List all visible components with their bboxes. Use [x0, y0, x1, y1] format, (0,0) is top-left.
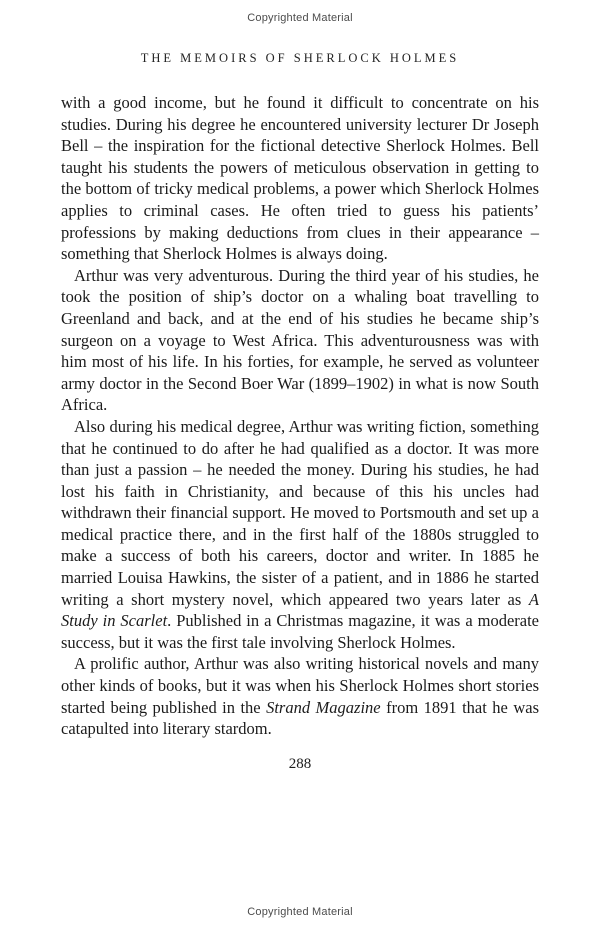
text-segment: Arthur was very adventurous. During the third year of his studies, he took the position of ship’s doctor on a whaling boat travelling to Greenland and back, and at the end of his studies he became ship’s surgeon on a voyage to West Africa. This adventurousness was with him most of his life. In his forties, for example, he served as volunteer army doctor in the Second Boer War (1899–1902) in what is now South Africa. [61, 265, 539, 415]
text-segment: with a good income, but he found it difficult to concentrate on his studies. During his degree he encountered university lecturer Dr Joseph Bell – the inspiration for the fictional detective Sherlock Holmes. Bell taught his students the powers of meticulous observation in getting to the bottom of tricky medical problems, a power which Sherlock Holmes applies to criminal cases. He often tried to guess his patients’ professions by making deductions from clues in their appearance – something that Sherlock Holmes is always doing. [61, 93, 539, 264]
running-head: THE MEMOIRS OF SHERLOCK HOLMES [140, 51, 460, 65]
body-text [61, 92, 539, 740]
paragraph [61, 416, 539, 654]
paragraph [61, 653, 539, 739]
copyright-notice-top: Copyrighted Material [247, 12, 353, 24]
text-segment: Also during his medical degree, Arthur was writing fiction, something that he continued to do after he had qualified as a doctor. It was more than just a passion – he needed the money. During his studies, he had lost his faith in Christianity, and because of this his uncles had withdrawn their financial support. He moved to Portsmouth and set up a medical practice there, and in the first half of the 1880s struggled to make a success of both his careers, doctor and writer. In 1885 he married Louisa Hawkins, the sister of a patient, and in 1886 he started writing a short mystery novel, which appeared two years later as [61, 416, 539, 609]
text-segment: from 1891 that he was catapulted into literary stardom. [61, 697, 539, 739]
paragraph [61, 92, 539, 265]
paragraph [61, 265, 539, 416]
text-segment: . Published in a Christmas magazine, it was a moderate success, but it was the first tale involving Sherlock Holmes. [61, 611, 539, 652]
text-segment: A prolific author, Arthur was also writing historical novels and many other kinds of books, but it was when his Sherlock Holmes short stories started being published in the [61, 654, 539, 717]
copyright-notice-bottom: Copyrighted Material [247, 906, 353, 918]
italic-text-segment: Strand Magazine [266, 697, 381, 717]
page-number: 288 [288, 755, 312, 772]
italic-text-segment: A Study in Scarlet [61, 589, 539, 631]
